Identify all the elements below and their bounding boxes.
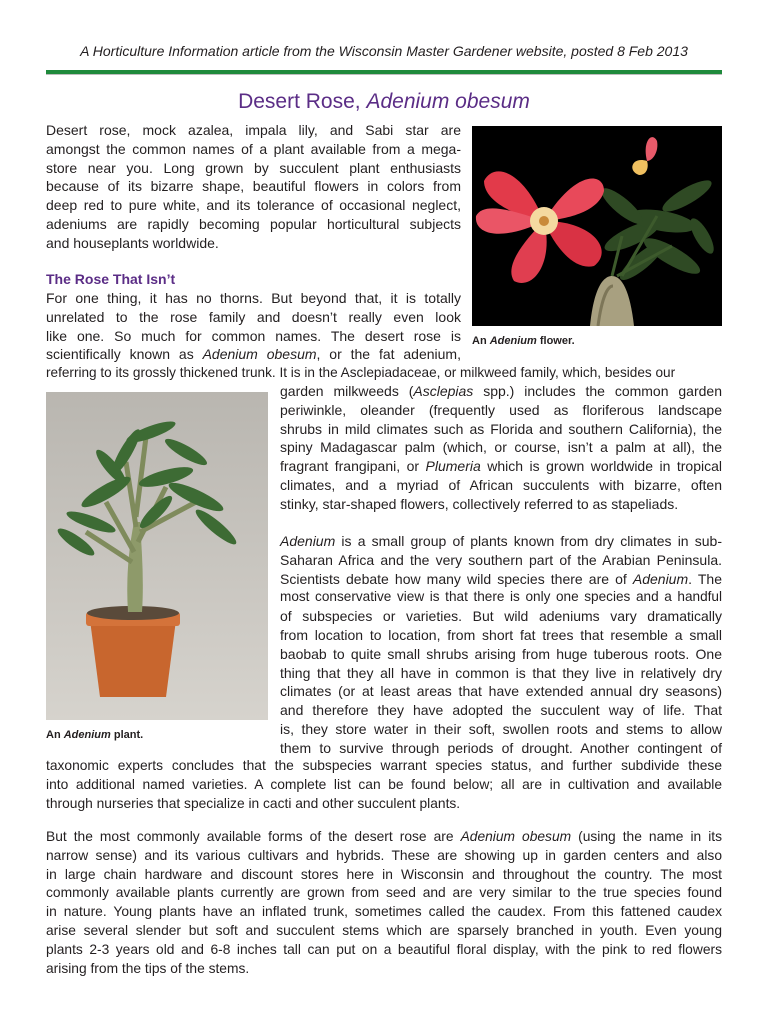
text-line: because of its bizarre shape, beautiful flowers in colors from: [46, 178, 461, 195]
text-line: amongst the common names of a plant available from a mega-: [46, 140, 461, 157]
text-run: garden milkweeds (: [280, 383, 414, 399]
caption-text: An: [46, 729, 64, 741]
site-header: A Horticulture Information article from the Wisconsin Master Gardener website, posted 8 Feb 2013: [80, 43, 688, 59]
text-line: Saharan Africa and the very southern part of the Arabian Peninsula.: [280, 551, 722, 568]
text-line: narrow sense) and its various cultivars and hybrids. These are showing up in garden centers and also: [46, 847, 722, 863]
text-line: climates, and a myriad of African succulents with bizarre, often: [280, 476, 722, 493]
text-line: [280, 532, 722, 551]
text-line: climates (or at least areas that have extended annual dry seasons): [280, 683, 722, 700]
text-run: which is grown worldwide in tropical: [480, 458, 722, 475]
species-name: Adenium: [632, 570, 689, 587]
header-rule-shadow: [46, 74, 722, 75]
text-line: [280, 457, 722, 476]
text-line: adeniums are rapidly becoming popular horticultural subjects: [46, 215, 461, 232]
section1-fullwidth-line: referring to its grossly thickened trunk. It is in the Asclepiadaceae, or milkweed family, which, besides our: [46, 365, 676, 380]
text-line: most conservative view is that there is only one species and a handful: [280, 589, 722, 605]
text-line: them to survive through periods of drought. Another contingent of: [280, 739, 722, 756]
text-line: arising from the tips of the stems.: [46, 960, 250, 976]
text-line: like one. So much for common names. The desert rose is: [46, 327, 461, 344]
page-title: [46, 88, 722, 116]
text-line: shrubs in mild climates such as Florida and southern California), the: [280, 420, 722, 437]
section3-paragraph: [46, 828, 722, 978]
text-line: For one thing, it has no thorns. But beyond that, it is totally: [46, 290, 461, 306]
species-name: Adenium obesum: [460, 829, 572, 844]
text-line: [46, 345, 461, 364]
section2-paragraph-right: [280, 532, 722, 758]
plant-illustration: [46, 392, 268, 720]
caption-genus: Adenium: [489, 335, 537, 347]
flower-caption: [472, 334, 575, 348]
text-run: Scientists debate how many wild species there are of: [280, 570, 633, 587]
section2-paragraph-full: [46, 757, 722, 813]
text-line: taxonomic experts concludes that the subspecies warrant species status, and further subdivide these: [46, 758, 722, 773]
text-line: deep red to pure white, and its tolerance of occasional neglect,: [46, 197, 461, 214]
title-prefix: Desert Rose,: [238, 90, 367, 113]
caption-text: flower.: [536, 335, 575, 347]
text-run: is a small group of plants known from dry climates in sub-: [335, 533, 722, 549]
text-line: into additional named varieties. A complete list can be found below; all are in cultivation and available: [46, 776, 722, 792]
text-run: , or the fat adenium,: [316, 346, 461, 363]
text-line: [280, 570, 722, 589]
text-run: fragrant frangipani, or: [280, 458, 426, 475]
text-line: spiny Madagascar palm (which, or course, isn’t a palm at all), the: [280, 439, 722, 456]
text-line: [280, 382, 722, 401]
text-line: from location to location, from short fat trees that resemble a small: [280, 626, 722, 643]
title-species: Adenium obesum: [366, 90, 530, 113]
caption-text: An: [472, 335, 490, 347]
caption-genus: Adenium: [63, 729, 111, 741]
text-line: stinky, star-shaped flowers, collectively referred to as stapeliads.: [280, 495, 679, 512]
text-run: But the most commonly available forms of the desert rose are: [46, 829, 461, 844]
adenium-plant-photo: [46, 392, 268, 720]
text-line: thing that they all have in common is that they live in relatively dry: [280, 664, 722, 681]
species-name: Adenium obesum: [202, 346, 317, 363]
text-line: arise several slender but soft and succulent stems which are sparsely branched in youth. Even young: [46, 922, 722, 938]
text-line: store near you. Long grown by succulent plant enthusiasts: [46, 159, 461, 176]
text-run: (using the name in its: [571, 829, 722, 844]
text-line: plants 2-3 years old and 6-8 inches tall can put on a beautiful floral display, with the pink to red flowers: [46, 941, 722, 957]
caption-text: plant.: [110, 729, 144, 741]
text-line: is, they store water in their soft, swollen roots and stems to allow: [280, 720, 722, 737]
text-run: scientifically known as: [46, 346, 203, 363]
text-line: [46, 828, 722, 847]
section1-paragraph-right: [280, 382, 722, 514]
text-line: of subspecies or varieties. But wild adeniums vary dramatically: [280, 608, 722, 625]
species-name: Plumeria: [425, 458, 481, 475]
species-name: Asclepias: [413, 383, 474, 399]
text-line: and houseplants worldwide.: [46, 234, 219, 251]
text-line: baobab to quite small shrubs arising from huge tuberous roots. One: [280, 645, 722, 662]
text-line: commonly available plants currently are grown from seed and are very similar to the true species found: [46, 885, 722, 901]
species-name: Adenium: [280, 533, 336, 549]
plant-caption: [46, 728, 143, 742]
text-line: and therefore they have adopted the succulent way of life. That: [280, 702, 722, 719]
text-run: spp.) includes the common garden: [473, 383, 722, 399]
section-heading: The Rose That Isn’t: [46, 271, 176, 287]
flower-illustration: [472, 126, 722, 326]
text-line: unrelated to the rose family and doesn’t really even look: [46, 308, 461, 325]
intro-paragraph: [46, 121, 461, 253]
text-line: periwinkle, oleander (frequently used as floriferous landscape: [280, 401, 722, 418]
section1-paragraph-top: [46, 289, 461, 364]
text-line: through nurseries that specialize in cacti and other succulent plants.: [46, 795, 461, 811]
adenium-flower-photo: [472, 126, 722, 326]
text-run: . The: [688, 570, 722, 587]
text-line: in nature. Young plants have an inflated trunk, sometimes called the caudex. From this fattened caudex: [46, 904, 722, 920]
text-line: Desert rose, mock azalea, impala lily, and Sabi star are: [46, 122, 461, 138]
text-line: in large chain hardware and discount stores here in Wisconsin and throughout the country. The most: [46, 866, 722, 882]
